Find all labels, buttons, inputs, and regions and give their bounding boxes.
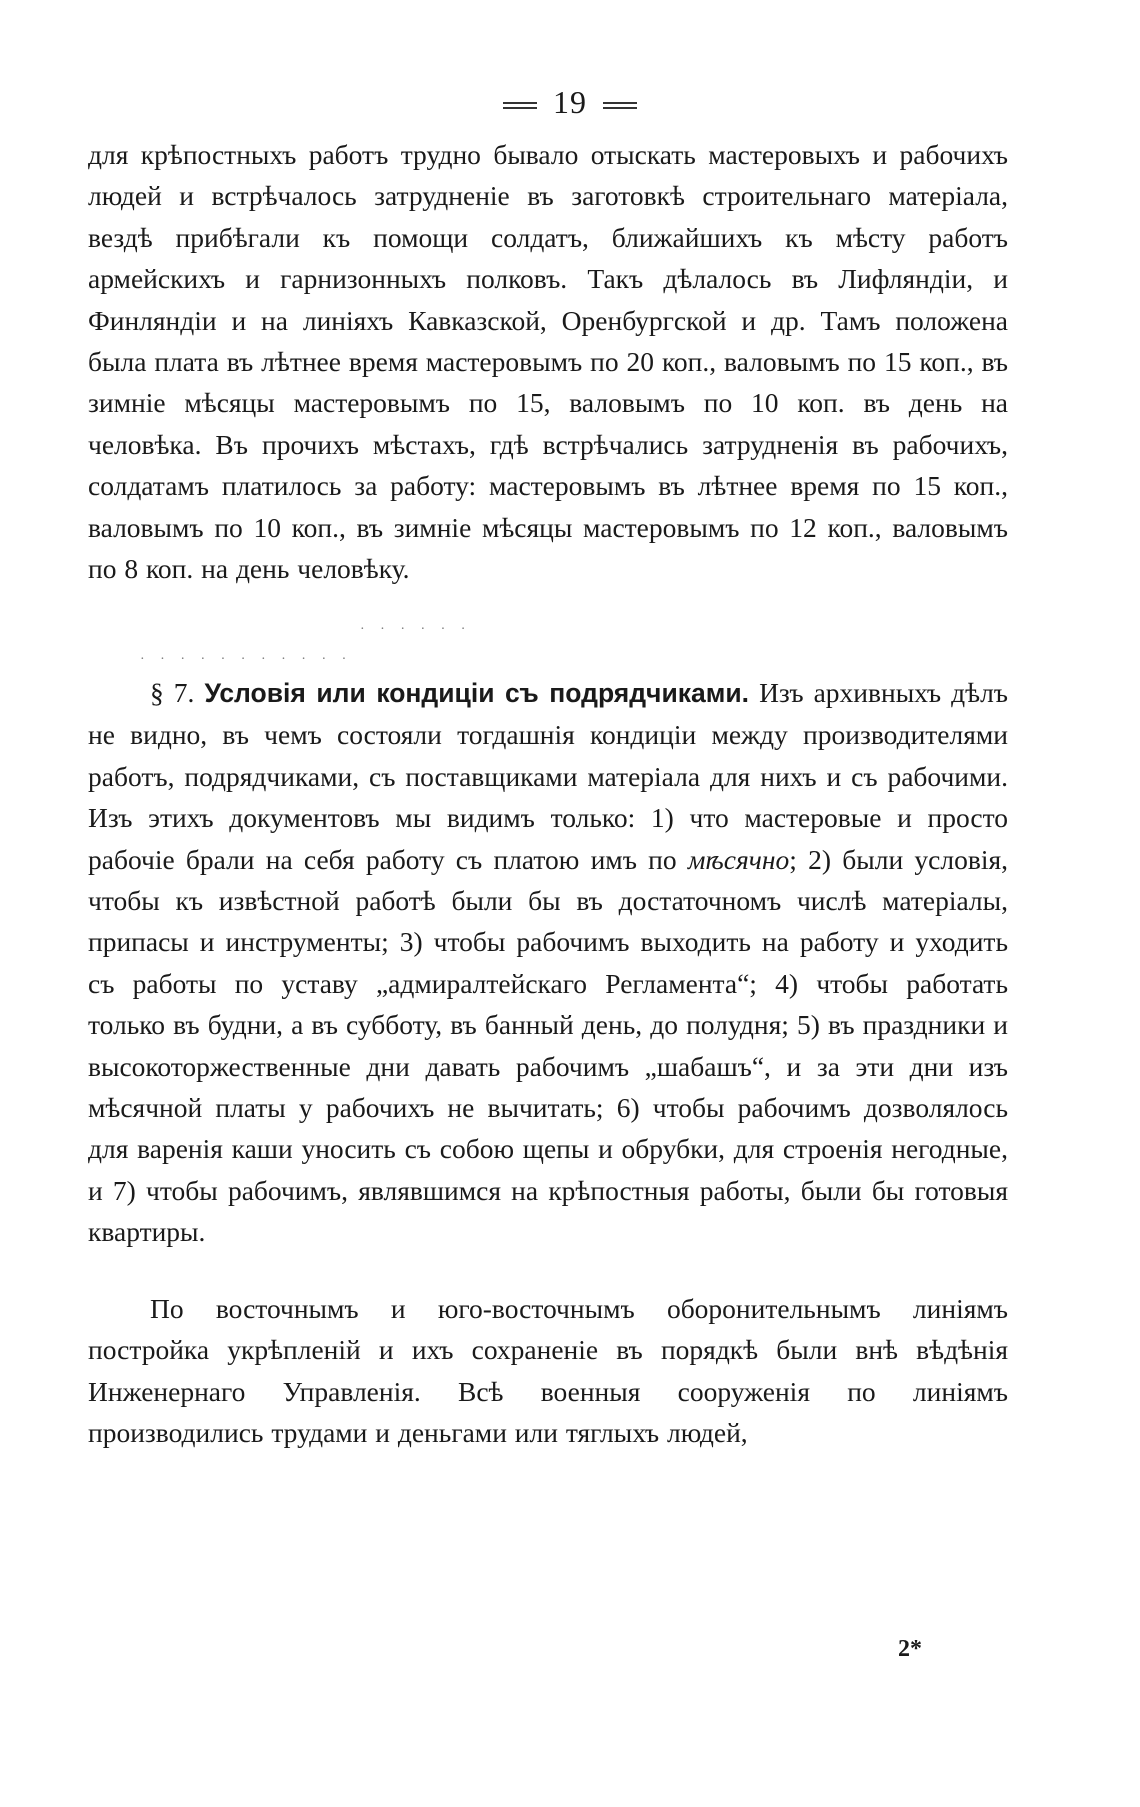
section-text-italic: мѣсячно	[687, 843, 790, 875]
header-rule-right	[603, 102, 637, 109]
section-number: § 7.	[150, 677, 195, 708]
page-header	[0, 84, 1140, 121]
section-title: Условія или кондиціи съ подрядчиками.	[204, 678, 749, 708]
header-rule-left	[503, 102, 537, 109]
section-text-part2: ; 2) были условія, чтобы къ извѣстной работѣ были бы въ достаточномъ числѣ матеріалы, припасы и инструменты; 3) чтобы рабочимъ выходить на работу и уходить съ работы по уставу „адмиралтейскаго Регламента“; 4) чтобы работать только въ будни, а въ субботу, въ банный день, до полудня; 5) въ праздники и высокоторжественные дни давать рабочимъ „шабашъ“, и за эти дни изъ мѣсячной платы у рабочихъ не вычитать; 6) чтобы рабочимъ дозволялось для варенія каши уносить съ собою щепы и обрубки, для строенія негодные, и 7) чтобы рабочимъ, являвшимся на крѣпостныя работы, были бы готовыя квартиры.	[88, 843, 1008, 1248]
page-number: 19	[553, 84, 587, 120]
section-text-part1: Изъ архивныхъ дѣлъ не видно, въ чемъ состояли тогдашнія кондиціи между производителями работъ, подрядчиками, съ поставщиками матеріала для нихъ и съ рабочими. Изъ этихъ документовъ мы видимъ только: 1) что мастеровые и просто рабочіе брали на себя работу съ платою имъ по	[88, 677, 1009, 875]
paragraph-workers-pay: для крѣпостныхъ работъ трудно бывало отыскать мастеровыхъ и рабочихъ людей и встрѣчалось затрудненіе въ заготовкѣ строительнаго матеріала, вездѣ прибѣгали къ помощи солдатъ, ближайшихъ къ мѣсту работъ армейскихъ и гарнизонныхъ полковъ. Такъ дѣлалось въ Лифляндіи, и Финляндіи и на линіяхъ Кавказской, Оренбургской и др. Тамъ положена была плата въ лѣтнее время мастеровымъ по 20 коп., валовымъ по 15 коп., въ зимніе мѣсяцы мастеровымъ по 15, валовымъ по 10 коп. въ день на человѣка. Въ прочихъ мѣстахъ, гдѣ встрѣчались затрудненія въ рабочихъ, солдатамъ платилось за работу: мастеровымъ въ лѣтнее время по 15 коп., валовымъ по 10 коп., въ зимніе мѣсяцы мастеровымъ по 12 коп., валовымъ по 8 коп. на день человѣку.	[88, 139, 1008, 585]
section-7-paragraph	[88, 672, 1008, 1253]
paragraph-eastern-lines: По восточнымъ и юго-восточнымъ оборонительнымъ линіямъ постройка укрѣпленій и ихъ сохраненіе въ порядкѣ были внѣ вѣдѣнія Инженернаго Управленія. Всѣ военныя сооруженія по линіямъ производились трудами и деньгами или тяглыхъ людей,	[88, 1293, 1008, 1449]
print-noise: · · · · · · · · · · ·	[140, 652, 353, 667]
signature-mark: 2*	[898, 1636, 922, 1662]
print-noise: · · · · · ·	[360, 622, 472, 637]
